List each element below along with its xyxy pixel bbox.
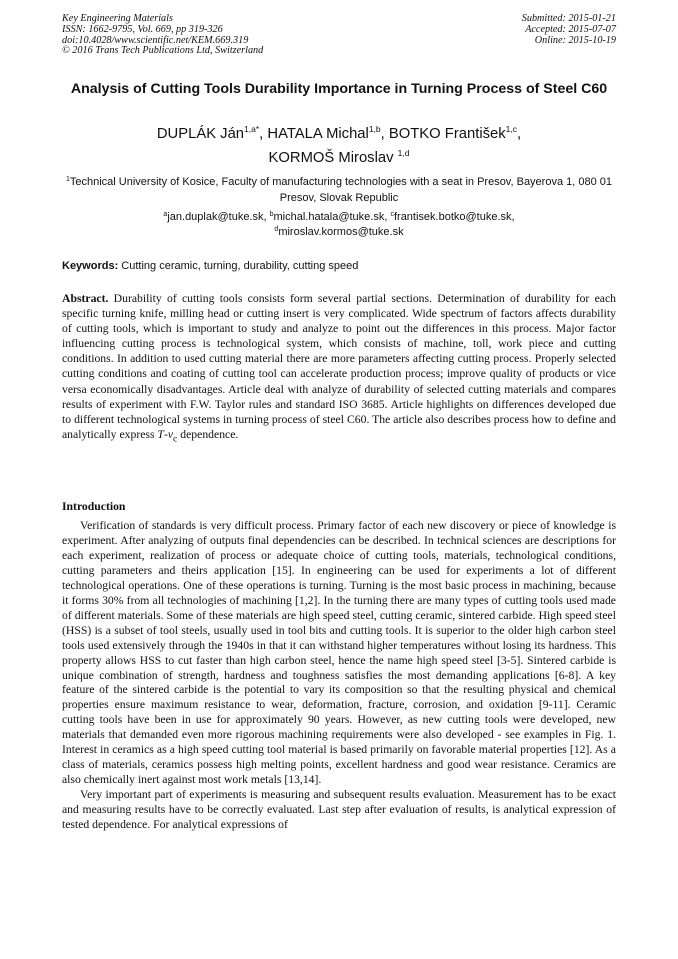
author-name: KORMOŠ Miroslav xyxy=(268,150,394,166)
keywords-text: Cutting ceramic, turning, durability, cutting speed xyxy=(118,260,359,272)
author-superscript: 1,b xyxy=(368,124,381,134)
email-list: $^a$jan.duplak@tuke.sk, $^b$michal.hatala@tuke.sk, $^c$frantisek.botko@tuke.sk, $^d$miroslav.kormos@tuke.sk xyxy=(163,211,515,238)
keywords-label: Keywords: xyxy=(62,260,119,272)
doi-line: doi:10.4028/www.scientific.net/KEM.669.319 xyxy=(62,34,249,46)
author-name: HATALA Michal xyxy=(267,126,369,142)
email-address: miroslav.kormos@tuke.sk xyxy=(278,226,404,238)
affiliation xyxy=(62,175,616,206)
abstract-label: Abstract. xyxy=(62,292,109,305)
paragraph: Verification of standards is very difficult process. Primary factor of each new discovery or piece of knowledge is experiment. After analyzing of outputs final dependencies can be described. In technical sciences are descriptions for each experiment, realization of process or adequate choice of cutting tools, materials, technological conditions, cutting parameters and theirs application [15]. In engineering can be used for experiments a lot of different technological operations. One of these operations is turning. Turning is the most basic process in machining, because it forms 30% from all technologies of machining [1,2]. In the turning there are many types of cutting tools used made of different materials. Some of these materials are high speed steel, cutting ceramic, sintered carbide. High speed steel (HSS) is a subset of tool steels, usually used in tool bits and cutting tools. It is superior to the older high carbon steel tools used extensively through the 1940s in that it can withstand higher temperatures without losing its hardness. This property allows HSS to cut faster than high carbon steel, hence the name high speed steel [3-5]. Sintered carbide is unique combination of strength, hardness and toughness satisfies the most demanding applications [6-8]. A key feature of the sintered carbide is the potential to vary its composition so that the resulting physical and chemical properties ensure maximum resistance to wear, deformation, fracture, corrosion, and oxidation [9-11]. Ceramic cutting tools have been in use for approximately 90 years. However, as new cutting tools were developed, new materials that demanded even more rigorous machining requirements were also developed - see examples in Fig. 1. Interest in ceramics as a high speed cutting tool material is based primarily on favorable material properties [12]. As a class of materials, ceramics possess high melting points, excellent hardness and good wear resistance. Ceramics are also chemically inert against most work metals [13,14]. xyxy=(62,519,616,787)
journal-name: Key Engineering Materials xyxy=(62,13,173,24)
email-address: jan.duplak@tuke.sk, xyxy=(167,211,270,223)
affiliation-text: Technical University of Kosice, Faculty of manufacturing technologies with a seat in Presov, Bayerova 1, 080 01 Presov, Slovak Republic xyxy=(69,176,613,204)
online-date: Online: 2015-10-19 xyxy=(534,34,616,46)
email-address: frantisek.botko@tuke.sk, xyxy=(393,211,515,223)
abstract: Abstract. Durability of cutting tools consists form several partial sections. Determination of durability for each specific turning knife, milling head or cutting insert is very complicated. Wide spectrum of factors affects durability of cutting tools, which is important to study and analyze to point out the differences in this process. Major factor influencing cutting process is technological system, which consists of machine, toll, work piece and cutting conditions. In addition to used cutting material there are more parameters affecting cutting process. Properly selected cutting conditions and coating of cutting tool can accelerate production process; improve quality of products or vice versa economically disadvantages. Article deal with analyze of durability of selected cutting materials and compares results of experiment with F.W. Taylor rules and standard ISO 3685. Article highlights on differences developed due to different technological systems in turning process of steel C60. The article also describes process how to define and analytically express $T-v_c$ dependence. xyxy=(62,292,616,445)
submitted-date: Submitted: 2015-01-21 xyxy=(521,13,616,24)
copyright-line: © 2016 Trans Tech Publications Ltd, Switzerland xyxy=(62,45,264,57)
paper-title: Analysis of Cutting Tools Durability Importance in Turning Process of Steel C60 xyxy=(70,81,608,97)
issn-line: ISSN: 1662-9795, Vol. 669, pp 319-326 xyxy=(62,23,223,35)
introduction-body xyxy=(62,519,616,833)
author-name: BOTKO František xyxy=(388,126,506,142)
journal-info xyxy=(62,14,263,57)
author-name: DUPLÁK Ján xyxy=(156,126,245,142)
author-superscript: 1,a* xyxy=(244,124,260,134)
introduction-heading: Introduction xyxy=(62,500,126,513)
author-superscript: 1,d xyxy=(397,148,410,158)
keywords xyxy=(62,259,616,273)
abstract-text: Durability of cutting tools consists form several partial sections. Determination of durability for each specific turning knife, milling head or cutting insert is very complicated. Wide spectrum of factors affects durability of cutting tools, which is important to study and analyze to point out the differences in this process. Major factor influencing cutting process is technological system, which consists of machine, toll, work piece and cutting conditions. In addition to used cutting material there are more parameters affecting cutting process. Properly selected cutting conditions and coating of cutting tool can accelerate production process; improve quality of products or vice versa economically disadvantages. Article deal with analyze of durability of selected cutting materials and compares results of experiment with F.W. Taylor rules and standard ISO 3685. Article highlights on differences developed due to different technological systems in turning process of steel C60. The article also describes process how to define and analytically express xyxy=(62,292,616,441)
author-superscript: 1,c xyxy=(505,124,517,134)
author-list: DUPLÁK Ján$^{1,a*}$, HATALA Michal$^{1,b}$, BOTKO František$^{1,c}$, KORMOŠ Miroslav $^{1,d}$ xyxy=(156,124,522,166)
paragraph: Very important part of experiments is measuring and subsequent results evaluation. Measurement has to be exact and measuring results have to be correctly evaluated. Last step after evaluation of results, is analytical expression of tested dependence. For analytical expressions of xyxy=(62,788,616,832)
email-address: michal.hatala@tuke.sk, xyxy=(273,211,391,223)
dates-info xyxy=(522,14,616,46)
affiliation-superscript: 1 xyxy=(65,176,70,183)
accepted-date: Accepted: 2015-07-07 xyxy=(525,23,616,35)
